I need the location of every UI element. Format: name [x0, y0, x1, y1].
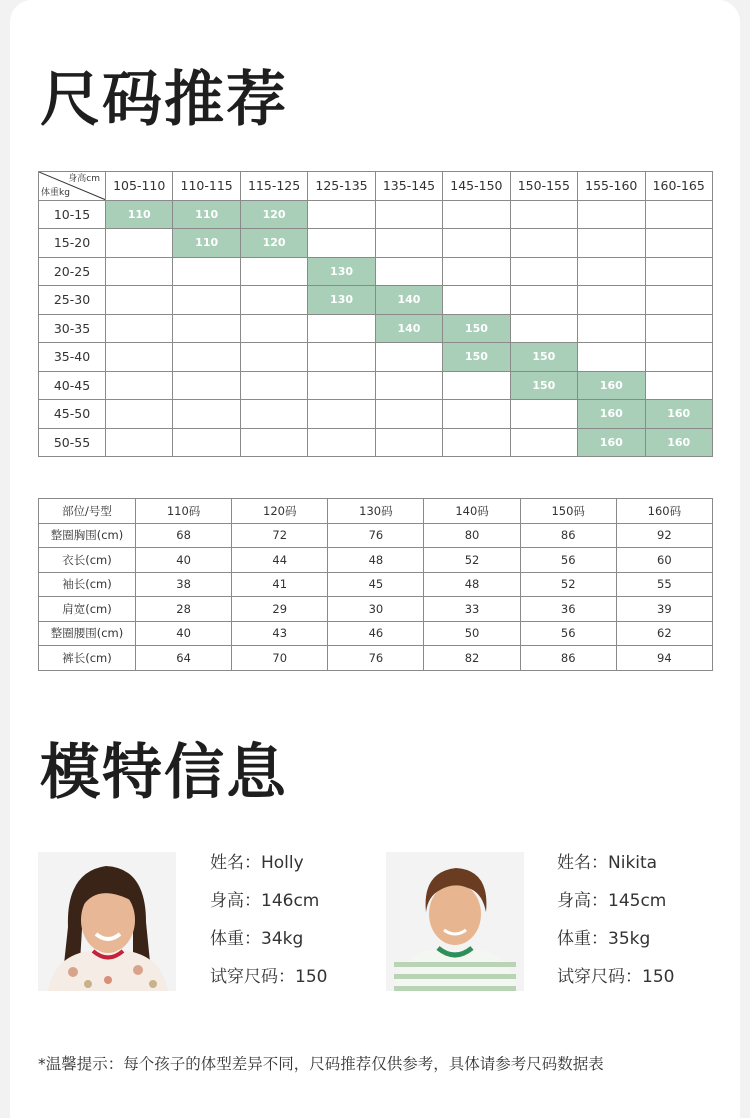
empty-size-cell	[443, 371, 510, 400]
empty-size-cell	[443, 200, 510, 229]
empty-size-cell	[645, 343, 712, 372]
measure-table-row	[39, 572, 713, 597]
body-part-cell: 整圈胸围(cm)	[39, 523, 136, 548]
measure-table-row	[39, 523, 713, 548]
empty-size-cell	[510, 428, 577, 457]
empty-size-cell	[106, 257, 173, 286]
empty-size-cell	[645, 314, 712, 343]
empty-size-cell	[375, 257, 442, 286]
size-code-header: 130码	[328, 499, 424, 524]
empty-size-cell	[645, 371, 712, 400]
height-range-header: 155-160	[578, 172, 645, 201]
measurement-value-cell: 45	[328, 572, 424, 597]
empty-size-cell	[308, 371, 375, 400]
weight-range-cell: 50-55	[39, 428, 106, 457]
measurement-value-cell: 72	[232, 523, 328, 548]
empty-size-cell	[510, 200, 577, 229]
measurement-value-cell: 29	[232, 597, 328, 622]
measurement-value-cell: 55	[616, 572, 712, 597]
measurement-value-cell: 39	[616, 597, 712, 622]
measurement-value-cell: 86	[520, 523, 616, 548]
empty-size-cell	[173, 428, 240, 457]
size-table-row	[39, 314, 713, 343]
recommended-size-cell: 150	[443, 314, 510, 343]
size-code-header: 150码	[520, 499, 616, 524]
recommended-size-cell: 160	[578, 371, 645, 400]
measurement-value-cell: 43	[232, 621, 328, 646]
model-height: 身高：145cm	[557, 891, 667, 911]
empty-size-cell	[106, 343, 173, 372]
measure-table-row	[39, 646, 713, 671]
body-part-cell: 衣长(cm)	[39, 548, 136, 573]
empty-size-cell	[173, 343, 240, 372]
size-table-row	[39, 428, 713, 457]
recommended-size-cell: 120	[240, 200, 307, 229]
measurement-value-cell: 48	[328, 548, 424, 573]
empty-size-cell	[375, 400, 442, 429]
recommended-size-cell: 130	[308, 286, 375, 315]
recommended-size-cell: 140	[375, 286, 442, 315]
empty-size-cell	[375, 371, 442, 400]
measurement-value-cell: 80	[424, 523, 520, 548]
measurement-value-cell: 48	[424, 572, 520, 597]
measure-table-row	[39, 597, 713, 622]
model-section-title: 模特信息	[40, 738, 288, 808]
model-height: 身高：146cm	[210, 891, 320, 911]
empty-size-cell	[240, 428, 307, 457]
measurement-value-cell: 92	[616, 523, 712, 548]
body-part-cell: 肩宽(cm)	[39, 597, 136, 622]
weight-range-cell: 35-40	[39, 343, 106, 372]
empty-size-cell	[106, 286, 173, 315]
measure-table-row	[39, 621, 713, 646]
model-info-nikita	[557, 852, 674, 1004]
empty-size-cell	[645, 257, 712, 286]
empty-size-cell	[578, 314, 645, 343]
empty-size-cell	[240, 314, 307, 343]
empty-size-cell	[240, 343, 307, 372]
girl-photo	[38, 852, 176, 991]
weight-range-cell: 40-45	[39, 371, 106, 400]
measurement-value-cell: 56	[520, 548, 616, 573]
empty-size-cell	[106, 371, 173, 400]
empty-size-cell	[510, 229, 577, 258]
empty-size-cell	[645, 229, 712, 258]
empty-size-cell	[173, 314, 240, 343]
model-info-holly	[210, 852, 327, 1004]
weight-range-cell: 45-50	[39, 400, 106, 429]
empty-size-cell	[106, 400, 173, 429]
empty-size-cell	[106, 428, 173, 457]
size-table-header-row	[39, 172, 713, 201]
empty-size-cell	[443, 428, 510, 457]
corner-cell	[39, 172, 106, 201]
height-range-header: 150-155	[510, 172, 577, 201]
recommended-size-cell: 150	[510, 343, 577, 372]
empty-size-cell	[443, 286, 510, 315]
recommended-size-cell: 110	[173, 200, 240, 229]
empty-size-cell	[375, 343, 442, 372]
height-range-header: 105-110	[106, 172, 173, 201]
model-weight: 体重：35kg	[557, 929, 651, 949]
recommended-size-cell: 160	[578, 400, 645, 429]
corner-weight-label: 体重kg	[41, 187, 70, 198]
height-range-header: 145-150	[443, 172, 510, 201]
recommended-size-cell: 160	[578, 428, 645, 457]
measurement-value-cell: 50	[424, 621, 520, 646]
empty-size-cell	[240, 371, 307, 400]
size-code-header: 160码	[616, 499, 712, 524]
empty-size-cell	[375, 428, 442, 457]
model-size: 试穿尺码：150	[557, 967, 675, 987]
empty-size-cell	[510, 314, 577, 343]
measurement-value-cell: 86	[520, 646, 616, 671]
size-table-row	[39, 343, 713, 372]
measurement-value-cell: 40	[136, 621, 232, 646]
size-table-row	[39, 200, 713, 229]
weight-range-cell: 25-30	[39, 286, 106, 315]
empty-size-cell	[240, 257, 307, 286]
empty-size-cell	[308, 428, 375, 457]
empty-size-cell	[106, 229, 173, 258]
model-size: 试穿尺码：150	[210, 967, 328, 987]
model-name: 姓名：Holly	[210, 853, 304, 873]
recommended-size-cell: 140	[375, 314, 442, 343]
content-card	[10, 0, 740, 1118]
empty-size-cell	[375, 200, 442, 229]
size-table-row	[39, 286, 713, 315]
empty-size-cell	[308, 314, 375, 343]
body-part-cell: 整圈腰围(cm)	[39, 621, 136, 646]
height-range-header: 115-125	[240, 172, 307, 201]
recommended-size-cell: 150	[443, 343, 510, 372]
empty-size-cell	[308, 229, 375, 258]
empty-size-cell	[578, 286, 645, 315]
measurement-value-cell: 76	[328, 646, 424, 671]
recommended-size-cell: 160	[645, 428, 712, 457]
empty-size-cell	[645, 286, 712, 315]
size-table-row	[39, 371, 713, 400]
size-recommendation-table	[38, 171, 713, 457]
boy-photo	[386, 852, 524, 991]
measurement-value-cell: 62	[616, 621, 712, 646]
size-measurement-table	[38, 498, 713, 671]
measurement-value-cell: 52	[424, 548, 520, 573]
empty-size-cell	[578, 343, 645, 372]
weight-range-cell: 10-15	[39, 200, 106, 229]
body-part-cell: 袖长(cm)	[39, 572, 136, 597]
measure-table-row	[39, 548, 713, 573]
measurement-value-cell: 30	[328, 597, 424, 622]
height-range-header: 110-115	[173, 172, 240, 201]
empty-size-cell	[240, 400, 307, 429]
measurement-value-cell: 70	[232, 646, 328, 671]
size-section-title: 尺码推荐	[40, 65, 288, 135]
empty-size-cell	[578, 257, 645, 286]
measurement-value-cell: 64	[136, 646, 232, 671]
empty-size-cell	[578, 229, 645, 258]
empty-size-cell	[510, 286, 577, 315]
size-code-header: 140码	[424, 499, 520, 524]
empty-size-cell	[443, 229, 510, 258]
empty-size-cell	[308, 343, 375, 372]
empty-size-cell	[173, 286, 240, 315]
model-weight: 体重：34kg	[210, 929, 304, 949]
measurement-value-cell: 82	[424, 646, 520, 671]
measurement-value-cell: 38	[136, 572, 232, 597]
measurement-value-cell: 28	[136, 597, 232, 622]
weight-range-cell: 15-20	[39, 229, 106, 258]
recommended-size-cell: 110	[173, 229, 240, 258]
empty-size-cell	[578, 200, 645, 229]
measurement-value-cell: 41	[232, 572, 328, 597]
recommended-size-cell: 160	[645, 400, 712, 429]
size-table-row	[39, 229, 713, 258]
empty-size-cell	[443, 400, 510, 429]
empty-size-cell	[240, 286, 307, 315]
model-name: 姓名：Nikita	[557, 853, 658, 873]
measurement-value-cell: 68	[136, 523, 232, 548]
weight-range-cell: 20-25	[39, 257, 106, 286]
empty-size-cell	[645, 200, 712, 229]
height-range-header: 135-145	[375, 172, 442, 201]
size-table-row	[39, 257, 713, 286]
size-code-header: 110码	[136, 499, 232, 524]
weight-range-cell: 30-35	[39, 314, 106, 343]
measurement-value-cell: 52	[520, 572, 616, 597]
recommended-size-cell: 110	[106, 200, 173, 229]
empty-size-cell	[173, 371, 240, 400]
empty-size-cell	[308, 200, 375, 229]
corner-height-label: 身高cm	[68, 174, 100, 184]
height-range-header: 125-135	[308, 172, 375, 201]
measure-table-header-row	[39, 499, 713, 524]
measurement-value-cell: 40	[136, 548, 232, 573]
measurement-value-cell: 76	[328, 523, 424, 548]
measurement-value-cell: 46	[328, 621, 424, 646]
empty-size-cell	[173, 257, 240, 286]
measurement-value-cell: 94	[616, 646, 712, 671]
size-table-row	[39, 400, 713, 429]
body-part-cell: 裤长(cm)	[39, 646, 136, 671]
recommended-size-cell: 120	[240, 229, 307, 258]
empty-size-cell	[173, 400, 240, 429]
recommended-size-cell: 150	[510, 371, 577, 400]
measurement-value-cell: 44	[232, 548, 328, 573]
part-size-header: 部位/号型	[39, 499, 136, 524]
recommended-size-cell: 130	[308, 257, 375, 286]
empty-size-cell	[510, 257, 577, 286]
measurement-value-cell: 36	[520, 597, 616, 622]
empty-size-cell	[308, 400, 375, 429]
height-range-header: 160-165	[645, 172, 712, 201]
measurement-value-cell: 56	[520, 621, 616, 646]
measurement-value-cell: 60	[616, 548, 712, 573]
measurement-value-cell: 33	[424, 597, 520, 622]
empty-size-cell	[443, 257, 510, 286]
size-code-header: 120码	[232, 499, 328, 524]
empty-size-cell	[106, 314, 173, 343]
empty-size-cell	[375, 229, 442, 258]
size-tip-note: *温馨提示：每个孩子的体型差异不同，尺码推荐仅供参考，具体请参考尺码数据表	[38, 1055, 604, 1073]
empty-size-cell	[510, 400, 577, 429]
